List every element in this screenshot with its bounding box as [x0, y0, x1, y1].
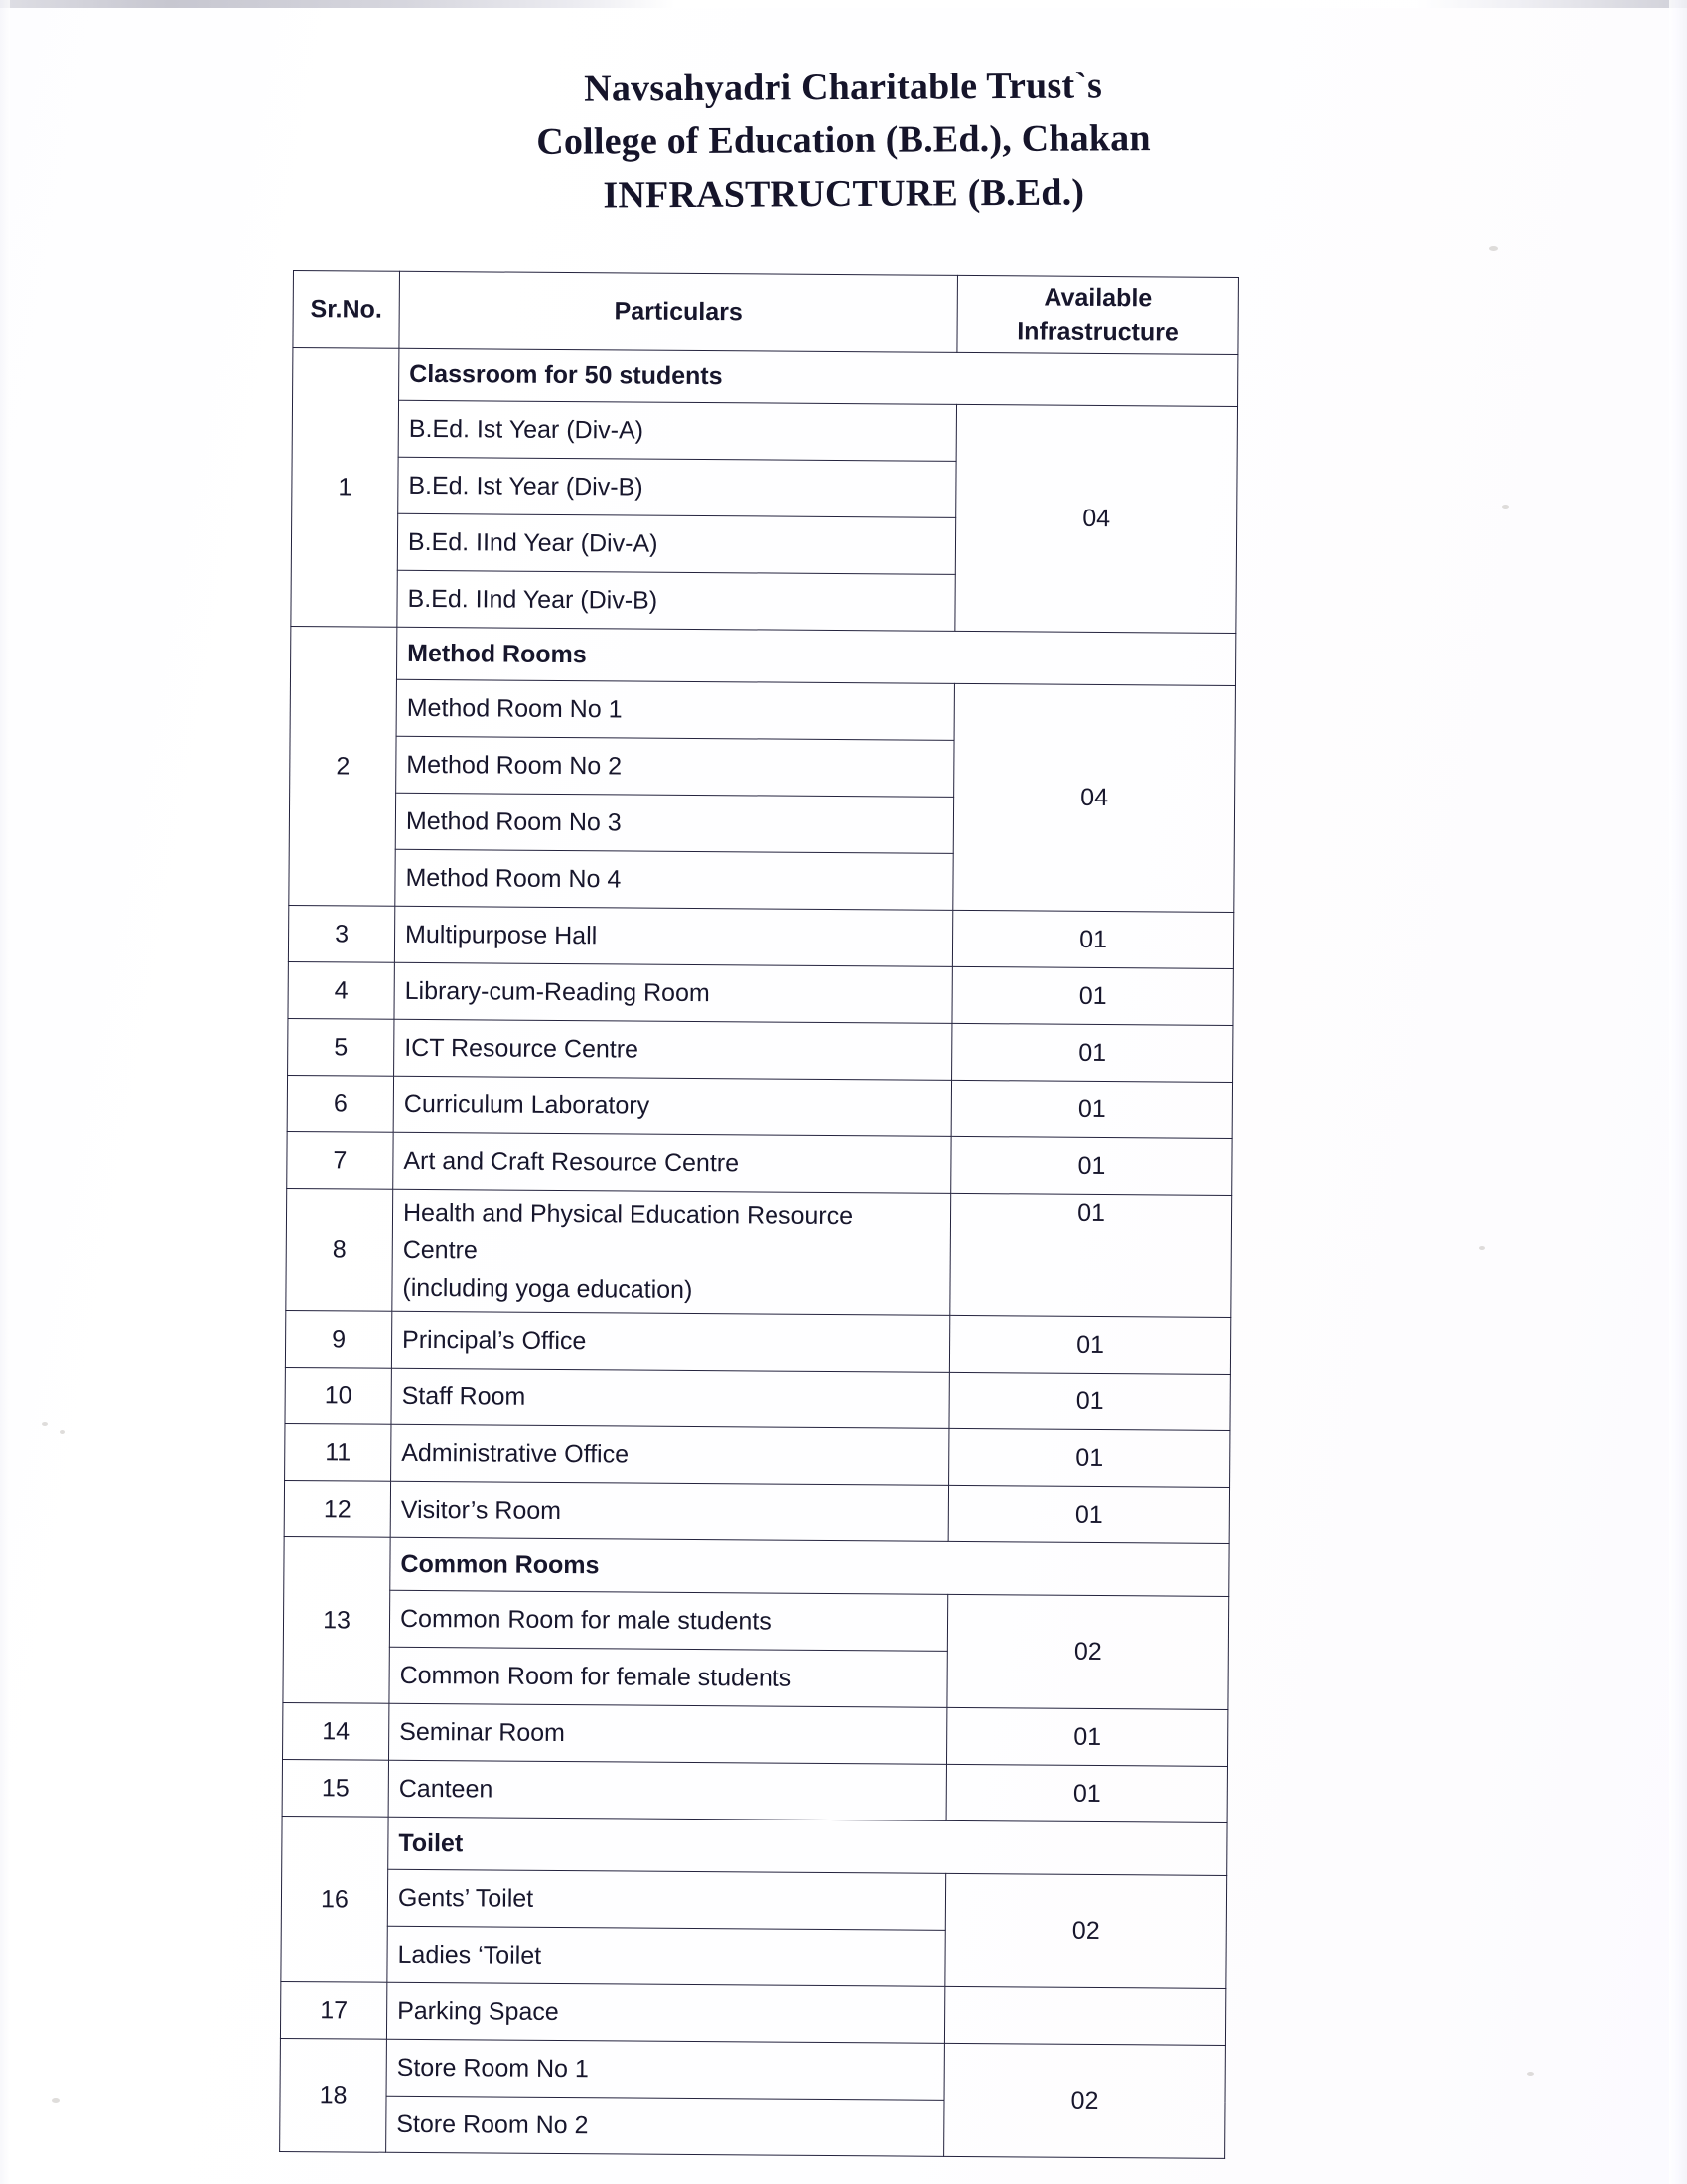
scan-top-edge-artifact: [0, 0, 1687, 8]
page-title: [0, 57, 1687, 225]
scan-speck: [1489, 246, 1498, 251]
title-line-subject: INFRASTRUCTURE (B.Ed.): [603, 171, 1085, 217]
cell-sr-no: 12: [284, 1480, 390, 1537]
table-row: [282, 1816, 1227, 1875]
cell-sr-no: 17: [280, 1981, 386, 2039]
cell-available-infrastructure: 01: [951, 1136, 1232, 1195]
cell-section-title: Toilet: [388, 1817, 1227, 1875]
table-body: [280, 348, 1238, 2159]
scan-speck: [1527, 2072, 1534, 2076]
cell-particular: Method Room No 4: [395, 849, 953, 910]
scan-speck: [42, 1422, 48, 1426]
available-label-line1: Available: [1044, 283, 1153, 313]
cell-section-title: Method Rooms: [396, 627, 1235, 685]
scan-speck: [60, 1430, 65, 1434]
cell-available-infrastructure: [944, 1986, 1225, 2045]
cell-particular: Method Room No 2: [396, 736, 954, 797]
cell-available-infrastructure: 01: [949, 1428, 1230, 1487]
table-row: [284, 1536, 1229, 1596]
cell-sr-no: 5: [288, 1018, 394, 1076]
available-label-line2: Infrastructure: [1017, 317, 1179, 347]
cell-available-infrastructure: 02: [947, 1594, 1229, 1709]
infrastructure-table-container: [279, 270, 1238, 2159]
table-row: [285, 1423, 1230, 1487]
cell-particular: Store Room No 2: [386, 2096, 944, 2156]
cell-sr-no: 3: [288, 905, 394, 962]
cell-particular: Administrative Office: [391, 1424, 949, 1485]
cell-sr-no: 14: [283, 1702, 389, 1760]
cell-particular: Staff Room: [391, 1368, 949, 1428]
table-row: [285, 1367, 1230, 1430]
cell-particular: [392, 1189, 951, 1315]
cell-available-infrastructure: 01: [952, 1023, 1233, 1082]
cell-sr-no: 15: [282, 1759, 388, 1817]
scan-speck: [1479, 1246, 1485, 1250]
cell-available-infrastructure: 02: [945, 1873, 1227, 1988]
table-row: [285, 1310, 1230, 1374]
cell-particular: Principal’s Office: [391, 1311, 949, 1372]
table-head: [293, 271, 1239, 355]
infrastructure-table: [279, 270, 1239, 2159]
cell-available-infrastructure: 01: [948, 1485, 1229, 1543]
cell-sr-no: 10: [285, 1367, 391, 1424]
cell-particular: B.Ed. IInd Year (Div-B): [397, 570, 955, 631]
cell-particular: Parking Space: [386, 1982, 944, 2043]
cell-particular: Store Room No 1: [386, 2039, 944, 2100]
cell-available-infrastructure: 02: [944, 2043, 1226, 2158]
scan-speck: [52, 2098, 60, 2103]
table-row: [280, 1981, 1225, 2045]
particular-line: (including yoga education): [402, 1273, 693, 1304]
cell-particular: Art and Craft Resource Centre: [393, 1132, 951, 1193]
cell-sr-no: 4: [288, 961, 394, 1019]
cell-sr-no: 18: [280, 2038, 387, 2152]
table-row: [282, 1759, 1227, 1822]
table-row: [280, 2038, 1225, 2102]
cell-sr-no: 11: [285, 1423, 391, 1481]
cell-sr-no: 16: [281, 1816, 388, 1982]
table-row: [284, 1480, 1229, 1543]
cell-sr-no: 2: [289, 626, 397, 906]
cell-particular: Seminar Room: [389, 1703, 947, 1764]
cell-available-infrastructure: 01: [951, 1080, 1232, 1138]
cell-particular: Curriculum Laboratory: [393, 1076, 951, 1136]
cell-available-infrastructure: 01: [952, 910, 1233, 968]
cell-particular: Common Room for female students: [389, 1647, 947, 1707]
table-row: [281, 1868, 1226, 1932]
particular-line: Centre: [402, 1236, 478, 1265]
table-row: [288, 961, 1233, 1025]
cell-particular: B.Ed. Ist Year (Div-A): [398, 400, 956, 461]
cell-available-infrastructure: 01: [946, 1764, 1227, 1822]
table-row: [283, 1702, 1228, 1766]
cell-particular: Canteen: [388, 1760, 946, 1820]
cell-sr-no: 6: [287, 1075, 393, 1132]
cell-available-infrastructure: 01: [949, 1315, 1230, 1374]
cell-available-infrastructure: 01: [950, 1193, 1232, 1317]
cell-sr-no: 9: [285, 1310, 391, 1368]
cell-particular: ICT Resource Centre: [394, 1019, 952, 1080]
table-header-row: [293, 271, 1239, 355]
cell-particular: B.Ed. IInd Year (Div-A): [397, 513, 955, 574]
cell-particular: Multipurpose Hall: [394, 906, 952, 966]
table-row: [293, 348, 1238, 407]
column-header-available-infrastructure: [957, 275, 1239, 354]
table-row: [292, 400, 1237, 464]
cell-available-infrastructure: 01: [949, 1372, 1230, 1430]
scan-speck: [1502, 505, 1509, 509]
cell-section-title: Common Rooms: [390, 1537, 1229, 1596]
cell-available-infrastructure: 04: [955, 404, 1238, 633]
cell-available-infrastructure: 04: [953, 683, 1236, 912]
table-row: [288, 1018, 1233, 1082]
title-line-trust: Navsahyadri Charitable Trust`s: [584, 65, 1103, 110]
cell-particular: Library-cum-Reading Room: [394, 962, 952, 1023]
scan-left-edge-artifact: [0, 0, 10, 2184]
cell-sr-no: 1: [291, 348, 399, 628]
cell-section-title: Classroom for 50 students: [399, 348, 1238, 406]
cell-particular: Gents’ Toilet: [387, 1869, 945, 1930]
title-line-college: College of Education (B.Ed.), Chakan: [536, 117, 1151, 163]
table-row: [287, 1131, 1232, 1195]
column-header-particulars: Particulars: [399, 271, 958, 352]
cell-particular: B.Ed. Ist Year (Div-B): [398, 457, 956, 517]
cell-sr-no: 13: [283, 1536, 390, 1703]
cell-particular: Method Room No 3: [395, 793, 953, 853]
column-header-sr-no: Sr.No.: [293, 271, 400, 349]
particular-line: Health and Physical Education Resource: [402, 1198, 854, 1231]
cell-available-infrastructure: 01: [952, 966, 1233, 1025]
table-row: [290, 626, 1235, 685]
table-row: [283, 1589, 1228, 1653]
table-row: [286, 1188, 1232, 1317]
cell-particular: Ladies ‘Toilet: [387, 1926, 945, 1986]
cell-particular: Visitor’s Room: [390, 1481, 948, 1541]
table-row: [290, 678, 1235, 742]
cell-available-infrastructure: 01: [946, 1707, 1227, 1766]
cell-sr-no: 7: [287, 1131, 393, 1189]
cell-sr-no: 8: [286, 1188, 393, 1311]
cell-particular: Method Room No 1: [396, 679, 954, 740]
table-row: [287, 1075, 1232, 1138]
scan-right-edge-artifact: [1669, 0, 1687, 2184]
cell-particular: Common Room for male students: [389, 1590, 947, 1651]
table-row: [288, 905, 1233, 968]
